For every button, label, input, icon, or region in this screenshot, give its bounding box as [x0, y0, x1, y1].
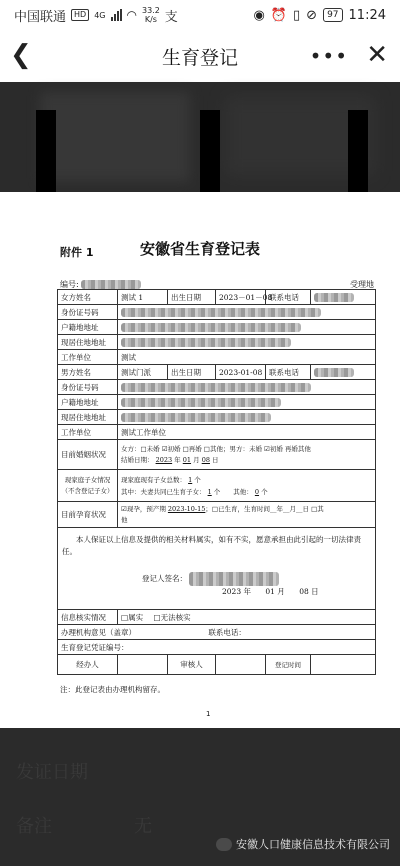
table-row: [58, 640, 376, 655]
male-name-label: 男方姓名: [58, 365, 118, 380]
signal-icon: [111, 9, 122, 21]
clock: 11:24: [348, 7, 386, 23]
phone-label: 联系电话: [266, 365, 311, 380]
agency-label: 办理机构意见（盖章）: [61, 627, 136, 637]
residence-label: 现居住地地址: [58, 410, 118, 425]
table-row: [58, 290, 376, 305]
handler-label: 经办人: [58, 655, 118, 675]
reviewer-label: 审核人: [168, 655, 216, 675]
pregnancy-other: 他: [121, 515, 128, 524]
network-type: 4G: [94, 10, 106, 20]
pregnancy-label: 目前孕育状况: [58, 502, 118, 528]
pregnancy-prefix: ☑现孕，预产期: [121, 504, 166, 513]
issue-date-label: 发证日期: [16, 762, 88, 783]
handler-value: [118, 655, 168, 675]
children-label-line-2: （不含登记子女）: [61, 486, 114, 495]
birth-date-label: 出生日期: [168, 365, 216, 380]
male-work: 测试工作单位: [118, 425, 376, 440]
status-bar: [0, 0, 400, 30]
id-label: 身份证号码: [58, 380, 118, 395]
table-row: [58, 335, 376, 350]
verify-options: [118, 610, 376, 625]
marriage-day: 08: [201, 455, 210, 464]
marriage-line-1: 女方：□未婚 ☑初婚 □再婚 □其他；男方：未婚 ☑初婚 再婚其他: [121, 444, 311, 453]
table-row: [58, 395, 376, 410]
reviewer-value: [216, 655, 266, 675]
watermark-text: 安徽人口健康信息技术有限公司: [236, 838, 390, 851]
close-icon[interactable]: ✕: [366, 40, 388, 70]
net-speed: [142, 6, 160, 24]
female-birth-date: 2023－01－08: [216, 290, 266, 305]
voucher-label: 生育登记凭证编号：: [58, 640, 376, 655]
agency-row: [58, 625, 376, 640]
table-row: [58, 440, 376, 470]
agency-phone-label: 联系电话：: [208, 627, 246, 637]
male-hukou: [118, 395, 376, 410]
female-name-value: 测试 1: [118, 290, 168, 305]
hd-badge: HD: [71, 9, 89, 21]
female-phone: [311, 290, 376, 305]
marriage-date-prefix: 结婚日期：: [121, 455, 154, 464]
vibrate-icon: ▯: [293, 7, 301, 23]
battery-icon: 97: [323, 8, 342, 22]
table-row: [58, 502, 376, 528]
remark-value: 无: [134, 816, 152, 837]
carrier-name: 中国联通: [14, 9, 67, 25]
acceptance-label: 受理地: [350, 280, 374, 289]
dark-bar: [348, 110, 368, 200]
male-id: [118, 380, 376, 395]
status-left: [14, 6, 178, 25]
children-common: 1: [207, 487, 212, 496]
dark-bar: [200, 110, 220, 200]
sign-day: 08: [299, 587, 309, 596]
document-title: 安徽省生育登记表: [139, 240, 260, 258]
children-label: [58, 470, 118, 502]
blurred-block: [40, 92, 190, 182]
attachment-label: 附件 1: [60, 246, 94, 259]
signature-line: [62, 572, 371, 586]
remark-label: 备注: [16, 816, 52, 837]
work-label: 工作单位: [58, 425, 118, 440]
hukou-label: 户籍地地址: [58, 395, 118, 410]
marriage-label: 目前婚姻状况: [58, 440, 118, 470]
male-birth-date: 2023-01-08: [216, 365, 266, 380]
signature-label: 登记人签名：: [142, 574, 187, 583]
table-row: [58, 655, 376, 675]
page-number: 1: [206, 710, 211, 718]
male-name-value: 测试门派: [118, 365, 168, 380]
watermark: [216, 836, 390, 852]
male-residence: [118, 410, 376, 425]
due-date: 2023-10-15: [167, 504, 206, 513]
serial-label-text: 编号:: [60, 280, 79, 289]
table-row: [58, 470, 376, 502]
table-row: [58, 320, 376, 335]
table-row: [58, 610, 376, 625]
female-hukou: [118, 320, 376, 335]
registration-table: [57, 289, 376, 675]
more-button[interactable]: •••: [309, 44, 348, 68]
table-row: [58, 528, 376, 610]
female-name-label: 女方姓名: [58, 290, 118, 305]
table-row: [58, 625, 376, 640]
sign-month: 01: [265, 587, 275, 596]
verify-no: □无法核实: [153, 612, 191, 622]
pregnancy-rest: ；□已生育，生育时间__年__月__日 □其: [205, 504, 324, 513]
net-speed-unit: K/s: [144, 15, 157, 24]
wifi-icon: ◠: [126, 8, 137, 22]
table-row: [58, 410, 376, 425]
female-id: [118, 305, 376, 320]
pregnancy-status: [118, 502, 376, 528]
declaration-text: 本人保证以上信息及提供的相关材料属实，如有不实，愿意承担由此引起的一切法律责任。: [62, 535, 361, 556]
table-row: [58, 425, 376, 440]
children-unit: 个: [261, 487, 268, 496]
mute-icon: ⊘: [306, 7, 318, 23]
marriage-year: 2023: [155, 455, 173, 464]
marriage-month: 01: [182, 455, 192, 464]
signature-image: [189, 572, 279, 586]
table-row: [58, 365, 376, 380]
status-right: [253, 8, 386, 23]
children-status: [118, 470, 376, 502]
nav-bar: [0, 30, 400, 82]
female-work: 测试: [118, 350, 376, 365]
children-unit: 个: [194, 475, 201, 484]
register-time-label: 登记时间: [266, 655, 311, 675]
children-total: 1: [188, 475, 193, 484]
birth-date-label: 出生日期: [168, 290, 216, 305]
sign-year: 2023: [222, 587, 242, 596]
net-speed-value: 33.2: [141, 6, 160, 15]
registration-document[interactable]: [10, 192, 390, 728]
table-row: [58, 380, 376, 395]
residence-label: 现居住地地址: [58, 335, 118, 350]
eye-icon: ◉: [253, 7, 265, 23]
marriage-status: 女方：□未婚 ☑初婚 □再婚 □其他；男方：未婚 ☑初婚 再婚其他 结婚日期： 2023 年 01 月 08 日: [118, 440, 376, 470]
page-title: 生育登记: [161, 46, 238, 69]
dark-bar: [36, 110, 56, 200]
work-label: 工作单位: [58, 350, 118, 365]
wechat-icon: [216, 838, 232, 851]
children-total-prefix: 现家庭现有子女总数：: [121, 475, 186, 484]
register-time-value: [311, 655, 376, 675]
footnote: 注：此登记表由办理机构留存。: [60, 685, 165, 694]
sign-date: 2023 年 01 月 08 日: [222, 587, 319, 596]
id-label: 身份证号码: [58, 305, 118, 320]
children-other-label: 个 其他：: [213, 487, 253, 496]
redacted-serial: [81, 280, 141, 289]
table-row: [58, 350, 376, 365]
children-other: 0: [254, 487, 260, 496]
children-label-line-1: 现家庭子女情况: [64, 475, 111, 484]
back-icon[interactable]: ❮: [10, 40, 32, 70]
female-residence: [118, 335, 376, 350]
alarm-icon: ⏰: [270, 7, 288, 23]
table-row: [58, 305, 376, 320]
verify-label: 信息核实情况: [58, 610, 118, 625]
verify-yes: □属实: [121, 612, 144, 622]
hukou-label: 户籍地地址: [58, 320, 118, 335]
male-phone: [311, 365, 376, 380]
app-notification-icon: 支: [164, 9, 178, 25]
children-common-prefix: 其中：夫妻共同已生育子女：: [121, 487, 206, 496]
phone-label: 联系电话: [266, 290, 311, 305]
declaration-cell: [58, 528, 376, 610]
